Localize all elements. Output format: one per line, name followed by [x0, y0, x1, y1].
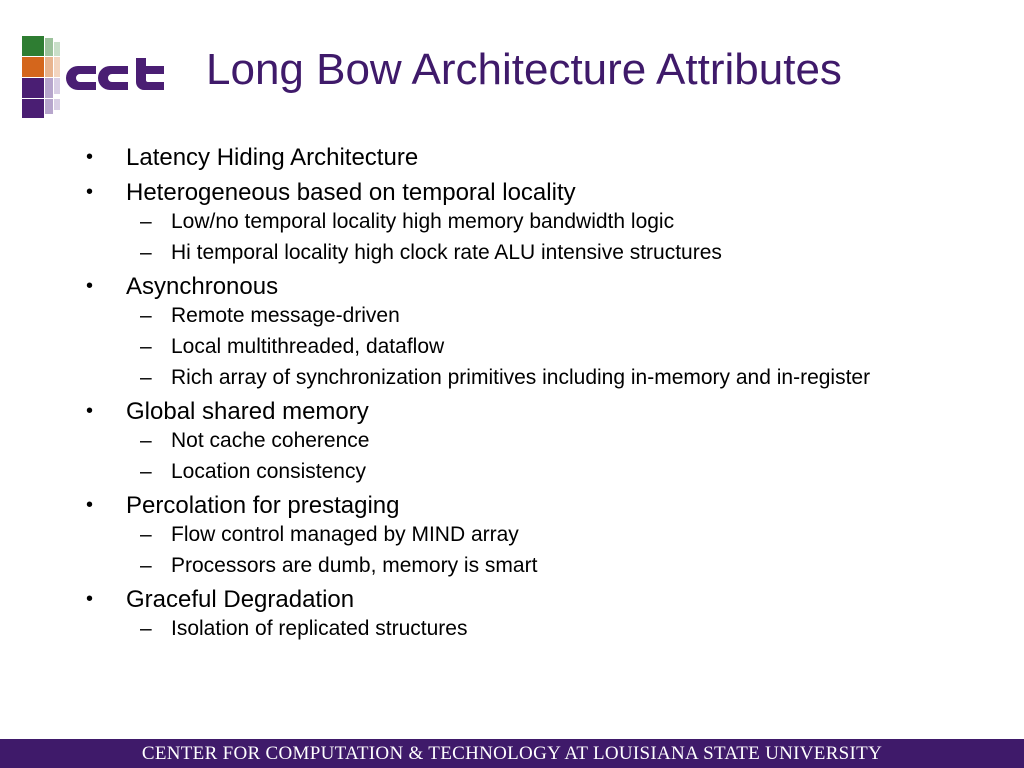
- footer-text: CENTER FOR COMPUTATION & TECHNOLOGY AT LOUISIANA STATE UNIVERSITY: [141, 743, 883, 764]
- bullet-item: [86, 492, 966, 578]
- logo-tile: [22, 36, 44, 56]
- sub-bullet-item: – Local multithreaded, dataflow: [86, 335, 966, 359]
- bullet-item: [86, 144, 966, 171]
- sub-bullet-item: – Low/no temporal locality high memory bandwidth logic: [86, 210, 966, 234]
- sub-bullet-item: – Location consistency: [86, 460, 966, 484]
- sub-bullet-item: – Remote message-driven: [86, 304, 966, 328]
- logo-tile: [54, 42, 60, 56]
- bullet-text: Asynchronous: [126, 273, 279, 300]
- sub-bullet-list: [86, 523, 966, 578]
- logo-letter-c2: [98, 66, 128, 90]
- bullet-text: Graceful Degradation: [126, 586, 355, 613]
- logo-tile: [54, 99, 60, 110]
- logo-tile: [45, 57, 53, 77]
- bullet-text: Latency Hiding Architecture: [126, 144, 419, 171]
- sub-bullet-list: [86, 429, 966, 484]
- logo-tile: [45, 99, 53, 114]
- logo-tile: [45, 78, 53, 98]
- logo-tile: [22, 78, 44, 98]
- sub-bullet-item: – Not cache coherence: [86, 429, 966, 453]
- sub-bullet-list: [86, 304, 966, 390]
- bullet-item: [86, 273, 966, 390]
- bullet-text: Heterogeneous based on temporal locality: [126, 179, 576, 206]
- sub-bullet-item: – Processors are dumb, memory is smart: [86, 554, 966, 578]
- logo-tile: [45, 38, 53, 56]
- logo-letter-c1: [66, 66, 96, 90]
- logo-tile: [22, 57, 44, 77]
- sub-bullet-item: – Hi temporal locality high clock rate ALU intensive structures: [86, 241, 966, 265]
- bullet-text: Percolation for prestaging: [126, 492, 400, 519]
- bullet-item: [86, 179, 966, 265]
- sub-bullet-list: [86, 210, 966, 265]
- bullet-list: [86, 144, 966, 649]
- footer-bar: [0, 739, 1024, 768]
- sub-bullet-item: – Rich array of synchronization primitives including in-memory and in-register: [86, 366, 966, 390]
- slide-title: Long Bow Architecture Attributes: [206, 45, 842, 94]
- sub-bullet-item: – Isolation of replicated structures: [86, 617, 966, 641]
- cct-logo: [22, 36, 178, 118]
- sub-bullet-item: – Flow control managed by MIND array: [86, 523, 966, 547]
- logo-letter-t: [136, 58, 164, 90]
- bullet-text: Global shared memory: [126, 398, 369, 425]
- logo-tile: [54, 78, 60, 94]
- bullet-item: [86, 586, 966, 641]
- sub-bullet-list: [86, 617, 966, 641]
- logo-tile: [54, 57, 60, 77]
- logo-tile: [22, 99, 44, 118]
- bullet-item: [86, 398, 966, 484]
